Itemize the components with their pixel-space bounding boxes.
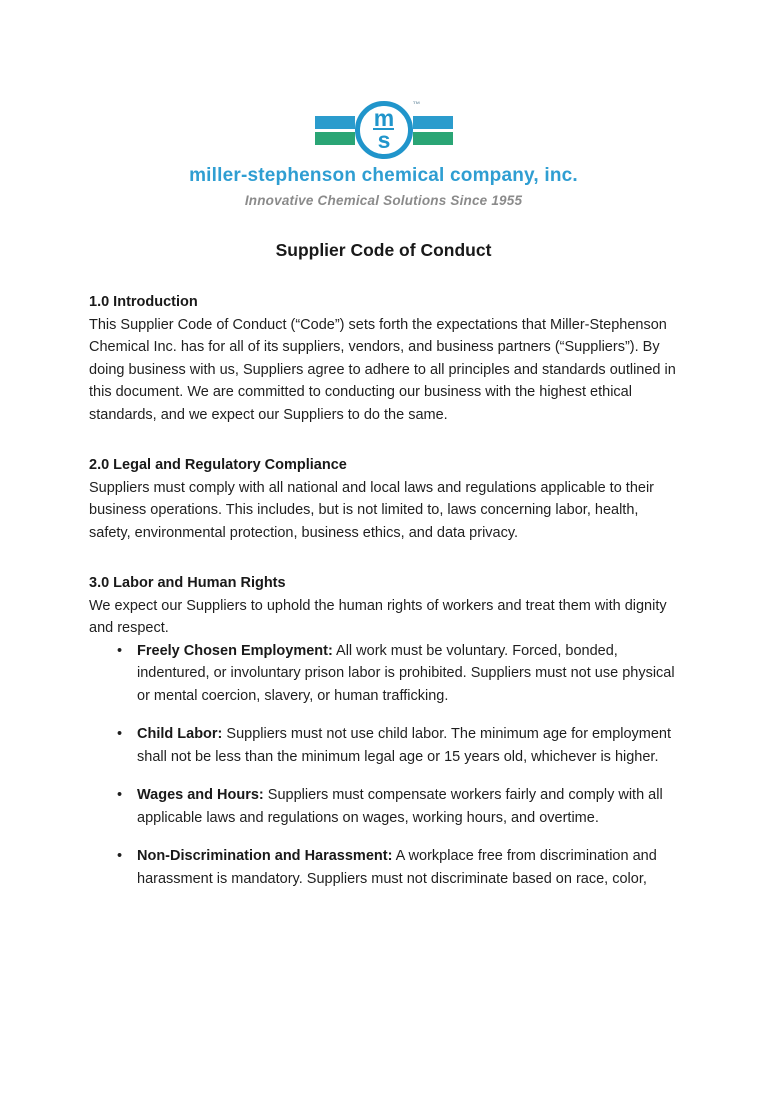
bullet-list: [89, 640, 678, 891]
bullet-item-wages-and-hours: [137, 784, 678, 829]
document-body: [89, 291, 678, 890]
section-paragraph: This Supplier Code of Conduct (“Code”) sets forth the expectations that Miller-Stephenson Chemical Inc. has for all of its suppliers, vendors, and business partners (“Suppliers”). By doing business with us, Suppliers agree to adhere to all principles and standards outlined in this document. We are committed to conducting our business with the highest ethical standards, and we expect our Suppliers to do the same.: [89, 316, 676, 423]
logo-bars-right: [413, 116, 453, 145]
bullet-label: Non-Discrimination and Harassment:: [137, 848, 393, 864]
logo-bar-green-left: [315, 132, 355, 145]
document-title: Supplier Code of Conduct: [275, 240, 492, 260]
document-page: [0, 99, 768, 1093]
bullet-label: Child Labor:: [137, 726, 223, 742]
logo-bar-blue-left: [315, 116, 355, 129]
section-labor-human-rights: [89, 572, 678, 890]
logo-bar-blue-right: [413, 116, 453, 129]
bullet-label: Wages and Hours:: [137, 787, 264, 803]
bullet-text: Suppliers must not use child labor. The minimum age for employment shall not be less than the minimum legal age or 15 years old, whichever is higher.: [137, 726, 672, 765]
section-heading: 1.0 Introduction: [89, 294, 198, 310]
section-paragraph: We expect our Suppliers to uphold the human rights of workers and treat them with dignity and respect.: [89, 597, 667, 636]
section-heading: 3.0 Labor and Human Rights: [89, 575, 286, 591]
bullet-label: Freely Chosen Employment:: [137, 642, 333, 659]
bullet-text: A workplace free from discrimination and harassment is mandatory. Suppliers must not discriminate based on race, color,: [137, 848, 657, 887]
trademark-symbol: ™: [412, 100, 421, 109]
ms-circle-logo-icon: [355, 100, 421, 159]
brand-header: [89, 99, 678, 208]
bullet-item-freely-chosen-employment: [137, 640, 678, 708]
bullet-text: All work must be voluntary. Forced, bonded, indentured, or involuntary prison labor is prohibited. Suppliers must not use physical or mental coercion, slavery, or human trafficking.: [137, 642, 675, 704]
company-tagline: Innovative Chemical Solutions Since 1955: [244, 193, 523, 208]
bullet-item-child-labor: [137, 723, 678, 768]
logo-letter-s: s: [377, 127, 390, 153]
company-name: miller-stephenson chemical company, inc.: [189, 165, 578, 186]
section-introduction: [89, 291, 678, 426]
company-logo: [89, 99, 678, 161]
logo-letter-m: m: [373, 105, 394, 131]
section-paragraph: Suppliers must comply with all national and local laws and regulations applicable to their business operations. This includes, but is not limited to, laws concerning labor, health, safety, environmental protection, business ethics, and data privacy.: [89, 479, 655, 541]
section-legal-regulatory-compliance: [89, 454, 678, 544]
section-heading: 2.0 Legal and Regulatory Compliance: [89, 457, 347, 473]
bullet-text: Suppliers must compensate workers fairly and comply with all applicable laws and regulations on wages, working hours, and overtime.: [137, 787, 663, 826]
page-root: [0, 99, 768, 1093]
logo-bar-green-right: [413, 132, 453, 145]
bullet-item-non-discrimination-harassment: [137, 845, 678, 890]
logo-bars-left: [315, 116, 355, 145]
